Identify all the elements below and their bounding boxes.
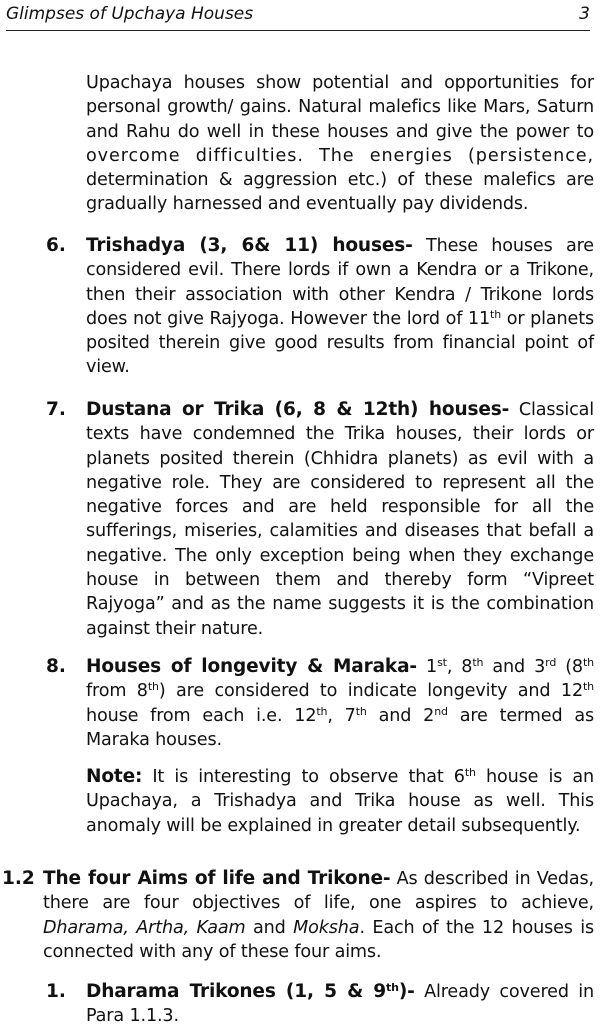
item-6-heading: Trishadya (3, 6& 11) houses-	[86, 235, 413, 256]
section-1-2-heading: The four Aims of life and Trikone-	[43, 868, 391, 889]
running-title: Glimpses of Upchaya Houses	[6, 4, 254, 24]
item-8-paragraph: Houses of longevity & Maraka- 1st, 8th and 3rd (8th from 8th) are considered to indicate longevity and 12th house from each i.e. 12th, 7th and 2nd are termed as Maraka houses.	[86, 656, 594, 750]
note-paragraph: Note: It is interesting to observe that 6th house is an Upachaya, a Trishadya and Trika house as well. This anomaly will be explained in greater detail subsequently.	[86, 766, 594, 836]
sub-item-1-heading: Dharama Trikones (1, 5 & 9th)-	[86, 981, 415, 1002]
sub-item-1-paragraph: Dharama Trikones (1, 5 & 9th)- Already covered in Para 1.1.3.	[86, 981, 594, 1027]
section-1-2-paragraph: The four Aims of life and Trikone- As described in Vedas, there are four objectives of life, one aspires to achieve, Dharama, Artha, Kaam and Moksha. Each of the 12 houses is connected with any of these four aims.	[43, 868, 595, 962]
item-8-heading: Houses of longevity & Maraka-	[86, 656, 417, 677]
item-7-number: 7.	[46, 399, 66, 420]
sub-item-1-number: 1.	[46, 981, 66, 1002]
page-header	[6, 0, 590, 31]
item-6-number: 6.	[46, 235, 66, 256]
item-7-heading: Dustana or Trika (6, 8 & 12th) houses-	[86, 399, 510, 420]
note-label: Note:	[86, 766, 143, 787]
intro-paragraph: Upachaya houses show potential and opportunities for personal growth/ gains. Natural malefics like Mars, Saturn and Rahu do well in these houses and give the power to overcome difficulties. The energies (persistence, determination & aggression etc.) of these malefics are gradually harnessed and eventually pay dividends.	[86, 73, 594, 215]
item-8-number: 8.	[46, 656, 66, 677]
section-1-2-number: 1.2	[2, 868, 35, 889]
item-7-paragraph: Dustana or Trika (6, 8 & 12th) houses- Classical texts have condemned the Trika houses, their lords or planets posited therein (Chhidra planets) as evil with a negative role. They are considered to represent all the negative forces and are held responsible for all the sufferings, miseries, calamities and diseases that befall a negative. The only exception being when they exchange house in between them and thereby form “Vipreet Rajyoga” and as the name suggests it is the combination against their nature.	[86, 399, 594, 639]
page-number: 3	[579, 4, 590, 24]
item-6-paragraph: Trishadya (3, 6& 11) houses- These houses are considered evil. There lords if own a Kendra or a Trikone, then their association with other Kendra / Trikone lords does not give Rajyoga. However the lord of 11th or planets posited therein give good results from financial point of view.	[86, 235, 594, 378]
